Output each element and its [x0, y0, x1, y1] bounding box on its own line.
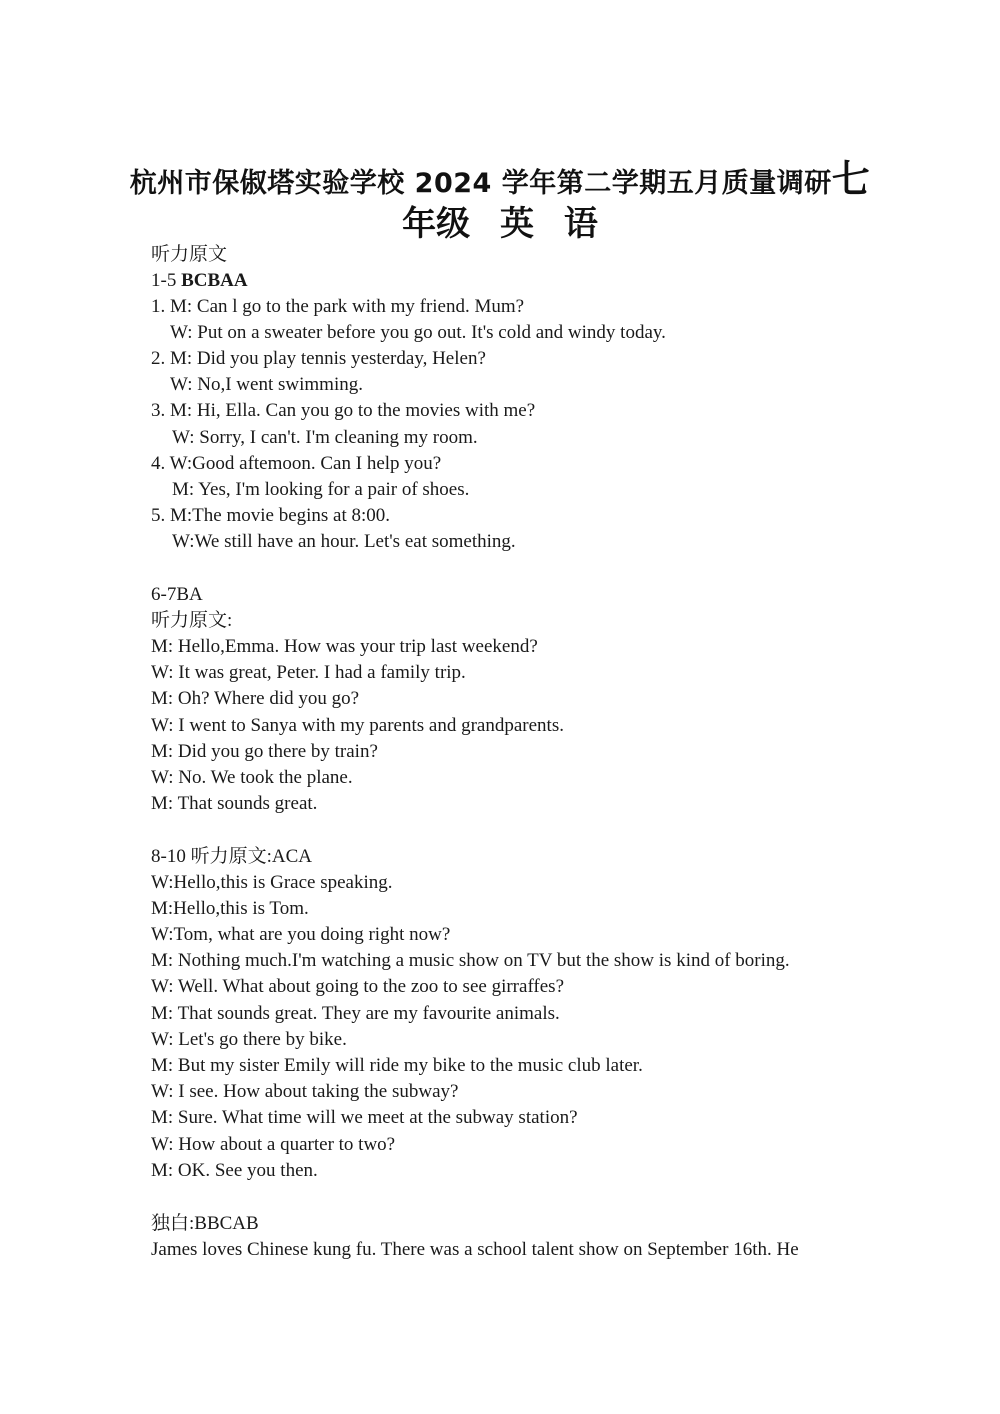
- document-title-line1: [0, 148, 1000, 203]
- dialogue-line: 5. M:The movie begins at 8:00.: [151, 505, 391, 526]
- dialogue-line: W: Well. What about going to the zoo to see girraffes?: [151, 976, 565, 997]
- title-main: 杭州市保俶塔实验学校 2024 学年第二学期五月质量调研: [129, 168, 832, 199]
- section2-heading: 听力原文:: [151, 610, 233, 631]
- dialogue-line: M: Sure. What time will we meet at the subway station?: [151, 1107, 578, 1128]
- dialogue-line: W:We still have an hour. Let's eat something.: [172, 531, 516, 552]
- dialogue-line: W: No,I went swimming.: [170, 374, 363, 395]
- title-grade: 七: [831, 157, 871, 201]
- monologue-line: James loves Chinese kung fu. There was a school talent show on September 16th. He: [151, 1239, 799, 1260]
- dialogue-line: M: That sounds great.: [151, 793, 318, 814]
- dialogue-line: M: Hello,Emma. How was your trip last weekend?: [151, 636, 538, 657]
- dialogue-line: W:Hello,this is Grace speaking.: [151, 872, 393, 893]
- dialogue-line: M: Nothing much.I'm watching a music show on TV but the show is kind of boring.: [151, 950, 790, 971]
- dialogue-line: W: It was great, Peter. I had a family trip.: [151, 662, 466, 683]
- dialogue-line: M: That sounds great. They are my favourite animals.: [151, 1003, 560, 1024]
- dialogue-line: M: Yes, I'm looking for a pair of shoes.: [172, 479, 470, 500]
- section2-answer: 6-7BA: [151, 584, 203, 605]
- dialogue-line: W: Let's go there by bike.: [151, 1029, 347, 1050]
- section3-heading: 8-10 听力原文:ACA: [151, 846, 312, 867]
- dialogue-line: W: I went to Sanya with my parents and grandparents.: [151, 715, 564, 736]
- dialogue-line: W:Tom, what are you doing right now?: [151, 924, 451, 945]
- dialogue-line: M:Hello,this is Tom.: [151, 898, 309, 919]
- dialogue-line: 2. M: Did you play tennis yesterday, Helen?: [151, 348, 486, 369]
- section1-answer-range: 1-5: [151, 270, 182, 291]
- section1-heading: 听力原文: [151, 244, 228, 265]
- dialogue-line: W: I see. How about taking the subway?: [151, 1081, 459, 1102]
- dialogue-line: 1. M: Can l go to the park with my friend. Mum?: [151, 296, 525, 317]
- dialogue-line: 4. W:Good aftemoon. Can I help you?: [151, 453, 442, 474]
- section4-heading: 独白:BBCAB: [151, 1213, 259, 1234]
- dialogue-line: W: No. We took the plane.: [151, 767, 353, 788]
- dialogue-line: W: Put on a sweater before you go out. It's cold and windy today.: [170, 322, 666, 343]
- dialogue-line: W: Sorry, I can't. I'm cleaning my room.: [172, 427, 478, 448]
- dialogue-line: M: OK. See you then.: [151, 1160, 318, 1181]
- section1-answer-key: BCBAA: [181, 270, 248, 291]
- dialogue-line: 3. M: Hi, Ella. Can you go to the movies with me?: [151, 400, 536, 421]
- dialogue-line: M: But my sister Emily will ride my bike to the music club later.: [151, 1055, 643, 1076]
- document-title-line2: 年级 英 语: [402, 204, 598, 244]
- dialogue-line: M: Oh? Where did you go?: [151, 688, 360, 709]
- section1-answer: [151, 270, 248, 292]
- dialogue-line: W: How about a quarter to two?: [151, 1134, 396, 1155]
- dialogue-line: M: Did you go there by train?: [151, 741, 378, 762]
